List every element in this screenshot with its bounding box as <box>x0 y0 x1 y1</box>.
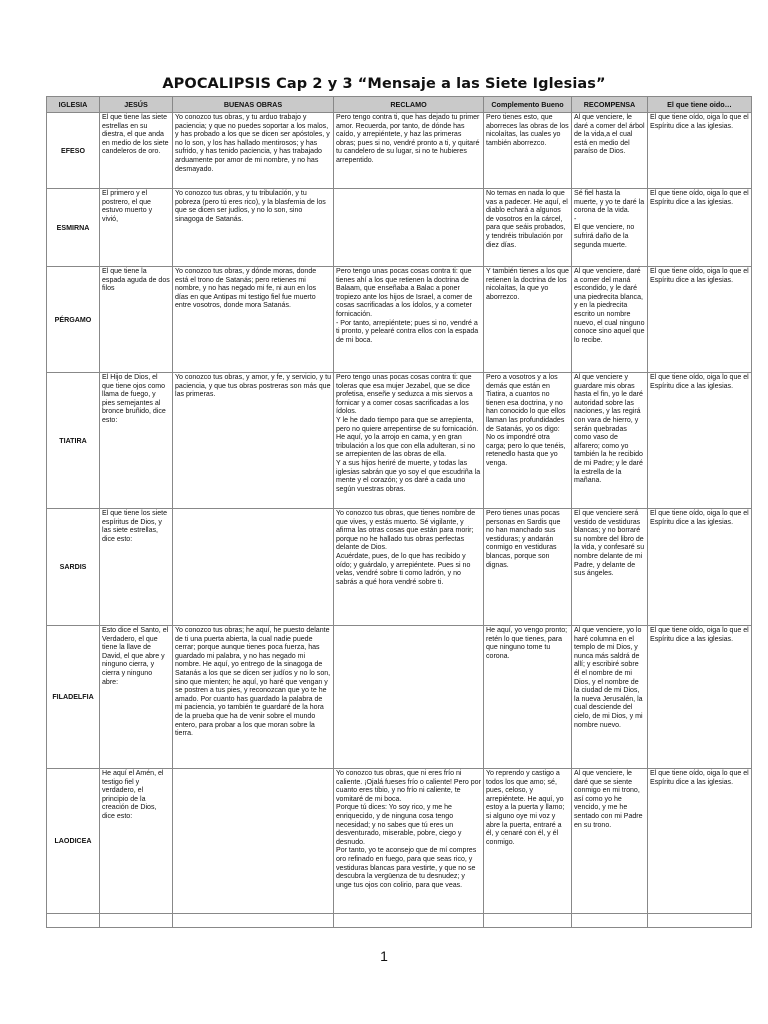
churches-table <box>46 96 752 928</box>
cell-empty <box>484 914 572 928</box>
cell-jesus: El que tiene los siete espíritus de Dios, y las siete estrellas, dice esto: <box>100 509 173 626</box>
cell-jesus: El primero y el postrero, el que estuvo muerto y vivió, <box>100 189 173 267</box>
cell-claim <box>334 626 484 769</box>
cell-ear: El que tiene oído, oiga lo que el Espíritu dice a las iglesias. <box>648 189 752 267</box>
cell-ear: El que tiene oído, oiga lo que el Espíritu dice a las iglesias. <box>648 373 752 509</box>
table-row <box>47 626 752 769</box>
cell-reward: Al que venciere, le daré a comer del árbol de la vida,a el cual está en medio del paraíso de Dios. <box>572 113 648 189</box>
cell-works: Yo conozco tus obras, y tu arduo trabajo y paciencia; y que no puedes soportar a los malos, y has probado a los que se dicen ser apóstoles, y no lo son, y los has hallado mentirosos; y has sufrido, y has tenido paciencia, y has trabajado arduamente por amor de mi nombre, y no has desmayado. <box>173 113 334 189</box>
cell-claim <box>334 189 484 267</box>
cell-empty <box>648 914 752 928</box>
cell-claim: Yo conozco tus obras, que tienes nombre de que vives, y estás muerto. Sé vigilante, y afirma las otras cosas que están para morir; porque no he hallado tus obras perfectas delante de Dios. Acuérdate, pues, de lo que has recibido y oído; y guárdalo, y arrepiéntete. Pues si no velas, vendré sobre ti como ladrón, y no sabrás a qué hora vendré sobre ti. <box>334 509 484 626</box>
table-row <box>47 189 752 267</box>
cell-reward: Al que venciere y guardare mis obras hasta el fin, yo le daré autoridad sobre las naciones, y las regirá con vara de hierro, y serán quebradas como vaso de alfarero; como yo también la he recibido de mi Padre; y le daré la estrella de la mañana. <box>572 373 648 509</box>
page-number: 1 <box>380 948 388 964</box>
header-oido: El que tiene oido… <box>648 97 752 113</box>
cell-claim: Pero tengo unas pocas cosas contra ti: que toleras que esa mujer Jezabel, que se dice profetisa, enseñe y seduzca a mis siervos a fornicar y a comer cosas sacrificadas a los ídolos. Y le he dado tiempo para que se arrepienta, pero no quiere arrepentirse de su fornicación. He aquí, yo la arrojo en cama, y en gran tribulación a los que con ella adulteran, si no se arrepienten de las obras de ella. Y a sus hijos heriré de muerte, y todas las iglesias sabrán que yo soy el que escudriña la mente y el corazón; y os daré a cada uno según vuestras obras. <box>334 373 484 509</box>
cell-jesus: El que tiene las siete estrellas en su diestra, el que anda en medio de los siete candeleros de oro. <box>100 113 173 189</box>
header-buenas-obras: BUENAS OBRAS <box>173 97 334 113</box>
cell-reward: Al que venciere, daré a comer del maná escondido, y le daré una piedrecita blanca, y en la piedrecita escrito un nombre nuevo, el cual ninguno conoce sino aquel que lo recibe. <box>572 267 648 373</box>
table-row <box>47 373 752 509</box>
header-jesus: JESÚS <box>100 97 173 113</box>
cell-good: Pero tienes esto, que aborreces las obras de los nicolaítas, las cuales yo también aborrezco. <box>484 113 572 189</box>
cell-church: ESMIRNA <box>47 189 100 267</box>
header-recompensa: RECOMPENSA <box>572 97 648 113</box>
cell-good: No temas en nada lo que vas a padecer. He aquí, el diablo echará a algunos de vosotros en la cárcel, para que seáis probados, y tendréis tribulación por diez días. <box>484 189 572 267</box>
cell-jesus: Esto dice el Santo, el Verdadero, el que tiene la llave de David, el que abre y ninguno cierra, y cierra y ninguno abre: <box>100 626 173 769</box>
header-iglesia: IGLESIA <box>47 97 100 113</box>
cell-claim: Pero tengo contra ti, que has dejado tu primer amor. Recuerda, por tanto, de dónde has caído, y arrepiéntete, y haz las primeras obras; pues si no, vendré pronto a ti, y quitaré tu candelero de su lugar, si no te hubieres arrepentido. <box>334 113 484 189</box>
header-reclamo: RECLAMO <box>334 97 484 113</box>
cell-empty <box>572 914 648 928</box>
cell-church: LAODICEA <box>47 769 100 914</box>
table-row <box>47 267 752 373</box>
page-title: APOCALIPSIS Cap 2 y 3 “Mensaje a las Siete Iglesias” <box>162 76 606 92</box>
cell-jesus: El Hijo de Dios, el que tiene ojos como llama de fuego, y pies semejantes al bronce bruñido, dice esto: <box>100 373 173 509</box>
cell-works <box>173 509 334 626</box>
cell-good: Pero tienes unas pocas personas en Sardis que no han manchado sus vestiduras; y andarán conmigo en vestiduras blancas, porque son dignas. <box>484 509 572 626</box>
cell-church: PÉRGAMO <box>47 267 100 373</box>
cell-works: Yo conozco tus obras, y dónde moras, donde está el trono de Satanás; pero retienes mi nombre, y no has negado mi fe, ni aun en los días en que Antipas mi testigo fiel fue muerto entre vosotros, donde mora Satanás. <box>173 267 334 373</box>
cell-empty <box>173 914 334 928</box>
table-row-empty <box>47 914 752 928</box>
cell-works <box>173 769 334 914</box>
cell-good: Pero a vosotros y a los demás que están en Tiatira, a cuantos no tienen esa doctrina, y no han conocido lo que ellos llaman las profundidades de Satanás, yo os digo: No os impondré otra carga; pero lo que tenéis, retenedlo hasta que yo venga. <box>484 373 572 509</box>
cell-empty <box>100 914 173 928</box>
cell-good: Yo reprendo y castigo a todos los que amo; sé, pues, celoso, y arrepiéntete. He aquí, yo estoy a la puerta y llamo; si alguno oye mi voz y abre la puerta, entraré a él, y cenaré con él, y él conmigo. <box>484 769 572 914</box>
table-row <box>47 769 752 914</box>
cell-works: Yo conozco tus obras, y tu tribulación, y tu pobreza (pero tú eres rico), y la blasfemia de los que se dicen ser judíos, y no lo son, sino sinagoga de Satanás. <box>173 189 334 267</box>
table-row <box>47 509 752 626</box>
cell-ear: El que tiene oído, oiga lo que el Espíritu dice a las iglesias. <box>648 509 752 626</box>
cell-good: Y también tienes a los que retienen la doctrina de los nicolaítas, la que yo aborrezco. <box>484 267 572 373</box>
table-header-row <box>47 97 752 113</box>
cell-ear: El que tiene oído, oiga lo que el Espíritu dice a las iglesias. <box>648 769 752 914</box>
cell-empty <box>47 914 100 928</box>
cell-ear: El que tiene oído, oiga lo que el Espíritu dice a las iglesias. <box>648 267 752 373</box>
cell-jesus: He aquí el Amén, el testigo fiel y verdadero, el principio de la creación de Dios, dice esto: <box>100 769 173 914</box>
cell-church: SARDIS <box>47 509 100 626</box>
cell-empty <box>334 914 484 928</box>
cell-claim: Yo conozco tus obras, que ni eres frío ni caliente. ¡Ojalá fueses frío o caliente! Pero por cuanto eres tibio, y no frío ni caliente, te vomitaré de mi boca. Porque tú dices: Yo soy rico, y me he enriquecido, y de ninguna cosa tengo necesidad; y no sabes que tú eres un desventurado, miserable, pobre, ciego y desnudo. Por tanto, yo te aconsejo que de mí compres oro refinado en fuego, para que seas rico, y vestiduras blancas para vestirte, y que no se descubra la vergüenza de tu desnudez; y unge tus ojos con colirio, para que veas. <box>334 769 484 914</box>
cell-ear: El que tiene oído, oiga lo que el Espíritu dice a las iglesias. <box>648 626 752 769</box>
cell-church: TIATIRA <box>47 373 100 509</box>
cell-works: Yo conozco tus obras; he aquí, he puesto delante de ti una puerta abierta, la cual nadie puede cerrar; porque aunque tienes poca fuerza, has guardado mi palabra, y no has negado mi nombre. He aquí, yo entrego de la sinagoga de Satanás a los que se dicen ser judíos y no lo son, sino que mienten; he aquí, yo haré que vengan y se postren a tus pies, y reconozcan que yo te he amado. Por cuanto has guardado la palabra de mi paciencia, yo también te guardaré de la hora de la prueba que ha de venir sobre el mundo entero, para probar a los que moran sobre la tierra. <box>173 626 334 769</box>
cell-church: FILADELFIA <box>47 626 100 769</box>
cell-church: EFESO <box>47 113 100 189</box>
header-complemento-bueno: Complemento Bueno <box>484 97 572 113</box>
cell-jesus: El que tiene la espada aguda de dos filos <box>100 267 173 373</box>
cell-reward: Sé fiel hasta la muerte, y yo te daré la corona de la vida. - El que venciere, no sufrirá daño de la segunda muerte. <box>572 189 648 267</box>
cell-ear: El que tiene oído, oiga lo que el Espíritu dice a las iglesias. <box>648 113 752 189</box>
cell-reward: Al que venciere, yo lo haré columna en el templo de mi Dios, y nunca más saldrá de allí; y escribiré sobre él el nombre de mi Dios, y el nombre de la ciudad de mi Dios, la nueva Jerusalén, la cual desciende del cielo, de mi Dios, y mi nombre nuevo. <box>572 626 648 769</box>
cell-claim: Pero tengo unas pocas cosas contra ti: que tienes ahí a los que retienen la doctrina de Balaam, que enseñaba a Balac a poner tropiezo ante los hijos de Israel, a comer de cosas sacrificadas a los ídolos, y a cometer fornicación. - Por tanto, arrepiéntete; pues si no, vendré a ti pronto, y pelearé contra ellos con la espada de mi boca. <box>334 267 484 373</box>
cell-good: He aquí, yo vengo pronto; retén lo que tienes, para que ninguno tome tu corona. <box>484 626 572 769</box>
cell-reward: El que venciere será vestido de vestiduras blancas; y no borraré su nombre del libro de la vida, y confesaré su nombre delante de mi Padre, y delante de sus ángeles. <box>572 509 648 626</box>
cell-works: Yo conozco tus obras, y amor, y fe, y servicio, y tu paciencia, y que tus obras postreras son más que las primeras. <box>173 373 334 509</box>
table-row <box>47 113 752 189</box>
cell-reward: Al que venciere, le daré que se siente conmigo en mi trono, así como yo he vencido, y me he sentado con mi Padre en su trono. <box>572 769 648 914</box>
